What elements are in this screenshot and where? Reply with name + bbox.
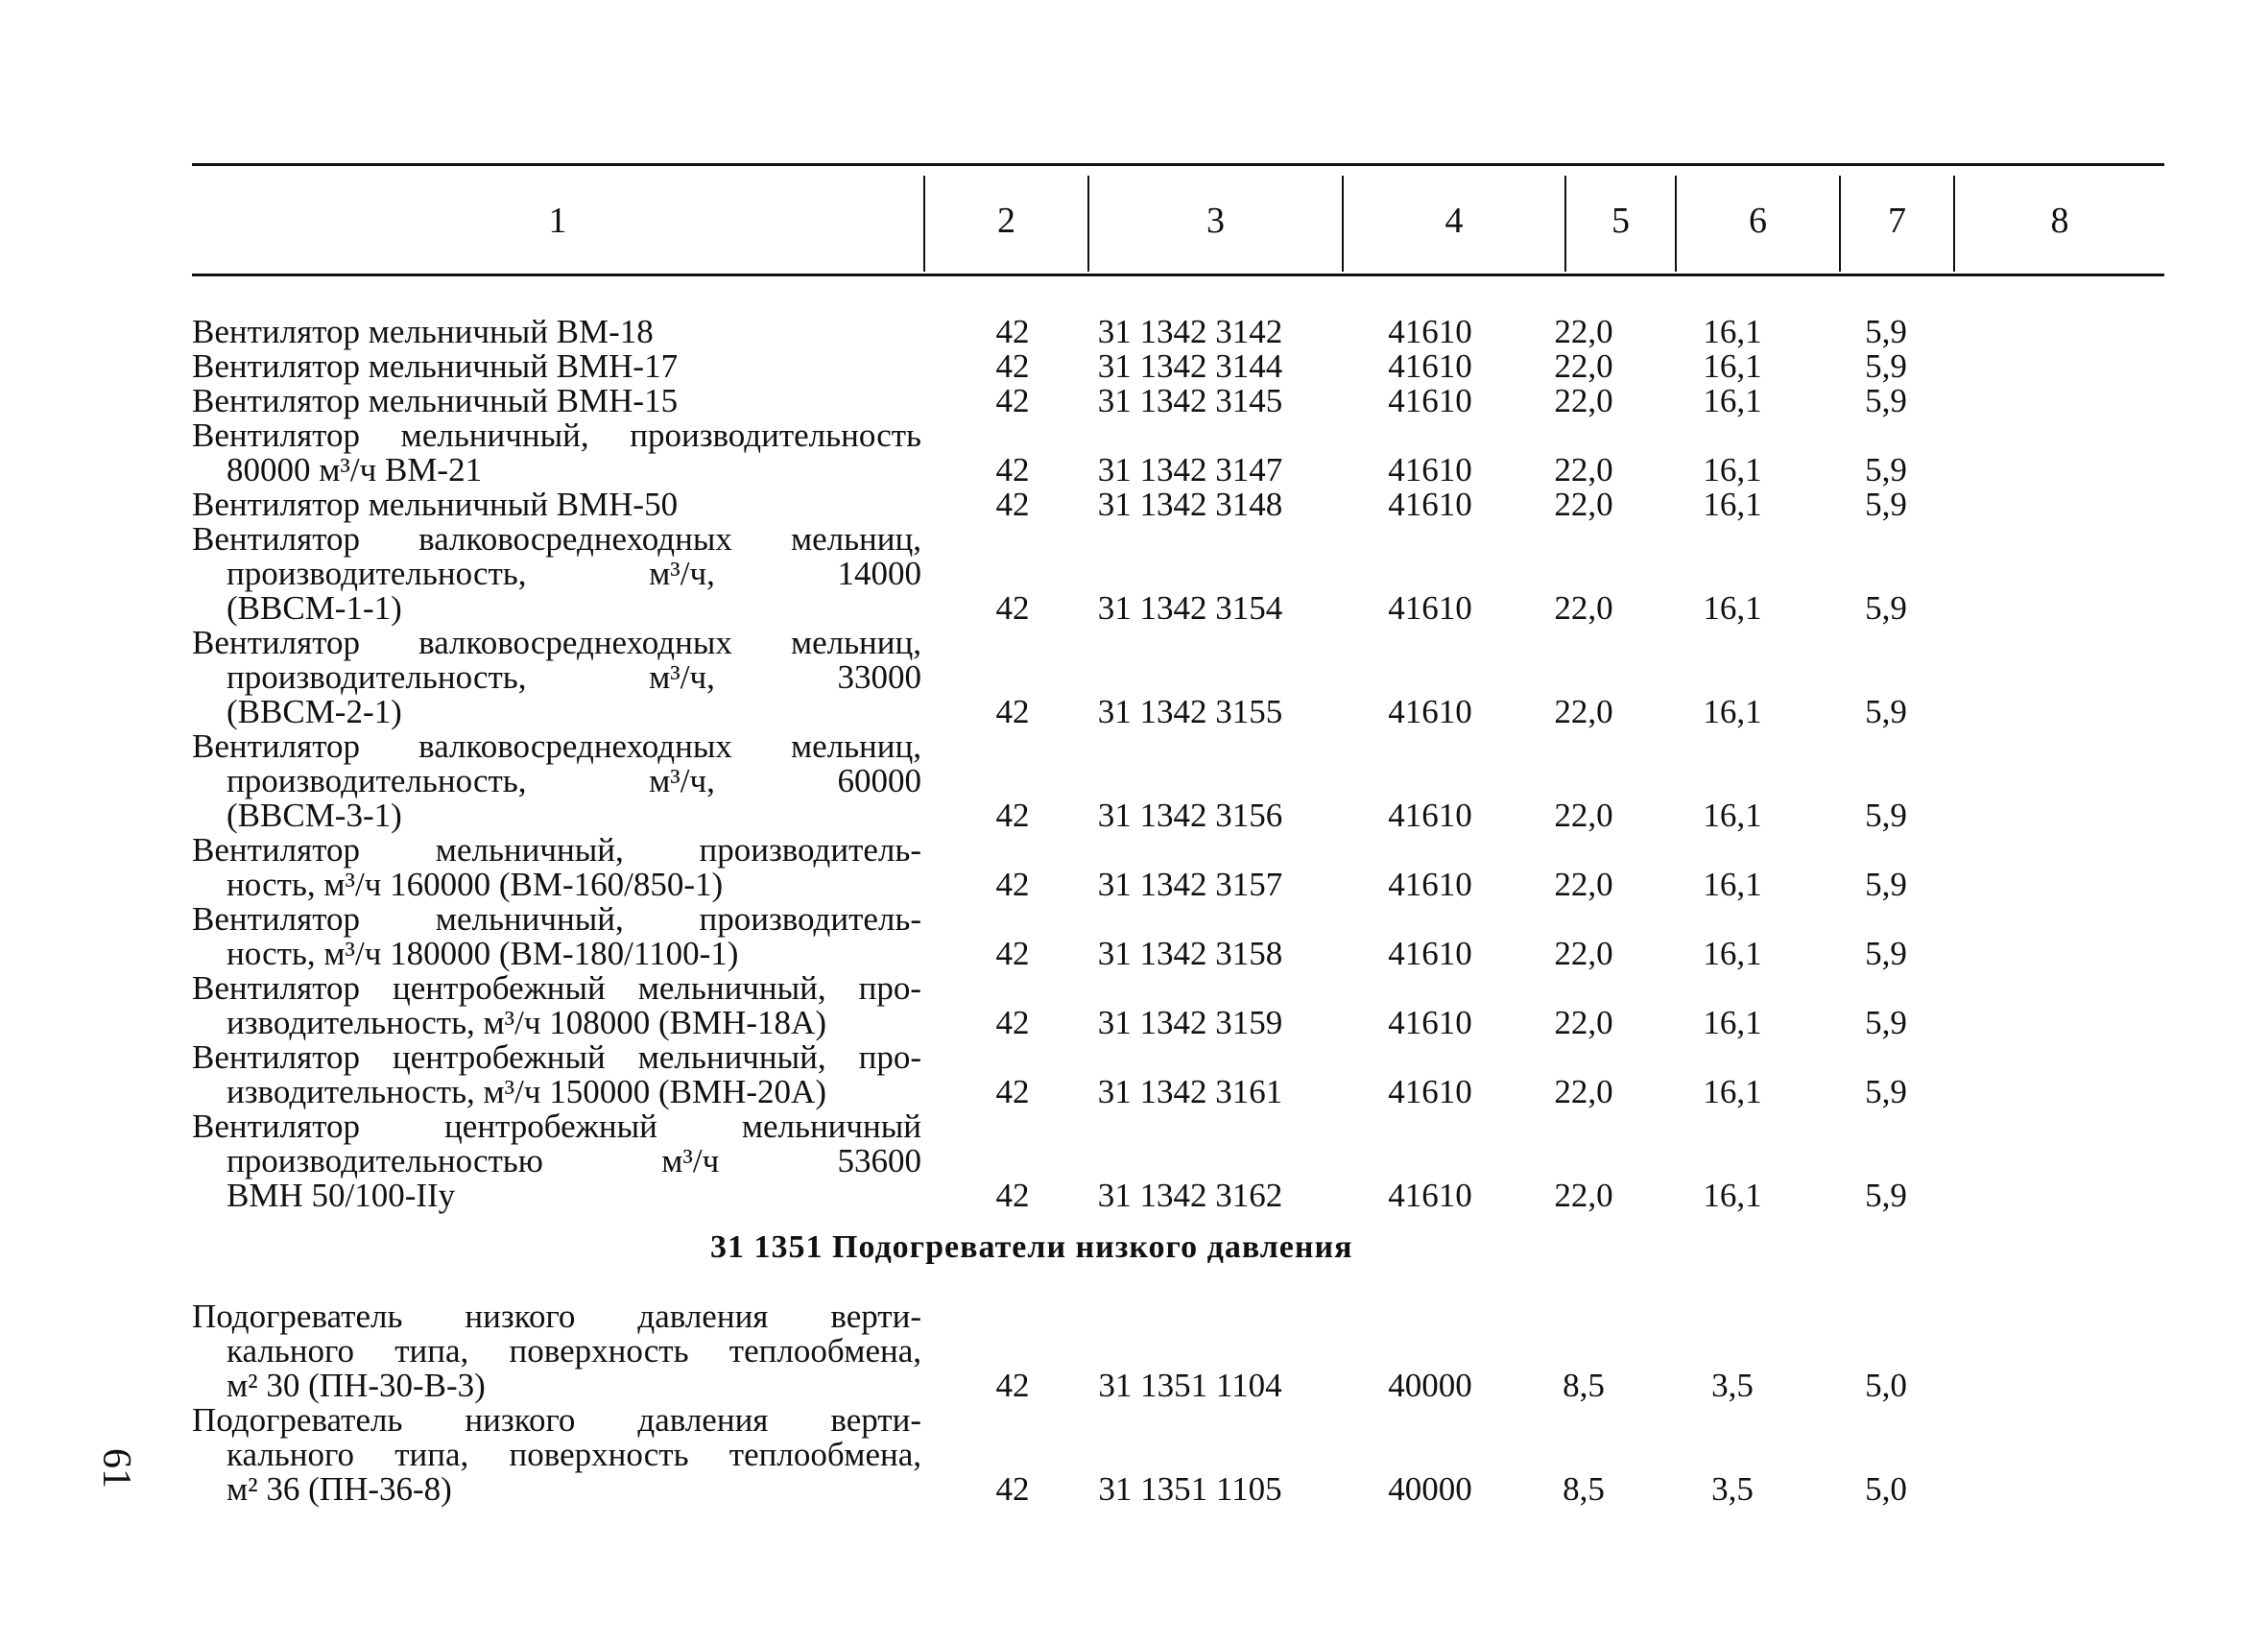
cell-c4: 41610 [1388, 313, 1472, 350]
cell-c3: 31 1342 3144 [1097, 347, 1283, 385]
cell-c6: 16,1 [1703, 797, 1762, 834]
cell-c5: 22,0 [1554, 797, 1613, 834]
cell-c5: 22,0 [1554, 866, 1613, 903]
cell-c2: 42 [995, 797, 1030, 834]
table-top-rule [192, 163, 2164, 166]
cell-c3: 31 1342 3147 [1097, 451, 1283, 488]
row-name-line: Вентилятор валковосреднеходных мельниц, [192, 624, 921, 661]
cell-c6: 16,1 [1703, 313, 1762, 350]
cell-c6: 16,1 [1703, 693, 1762, 730]
row-name [192, 522, 921, 626]
row-name [192, 833, 921, 902]
cell-c3: 31 1342 3156 [1097, 797, 1283, 834]
row-name-line: Вентилятор центробежный мельничный, про- [192, 1038, 921, 1076]
cell-c5: 22,0 [1554, 935, 1613, 972]
cell-c5: 22,0 [1554, 382, 1613, 419]
cell-c2: 42 [995, 935, 1030, 972]
cell-c3: 31 1342 3162 [1097, 1177, 1283, 1214]
cell-c7: 5,9 [1865, 347, 1907, 385]
cell-c7: 5,9 [1865, 866, 1907, 903]
cell-c6: 16,1 [1703, 1177, 1762, 1214]
cell-c7: 5,9 [1865, 797, 1907, 834]
cell-c7: 5,9 [1865, 935, 1907, 972]
row-name-line: (ВВСМ-1-1) [227, 589, 402, 627]
cell-c2: 42 [995, 1004, 1030, 1041]
cell-c6: 16,1 [1703, 589, 1762, 627]
row-name [192, 315, 921, 349]
cell-c3: 31 1342 3142 [1097, 313, 1283, 350]
cell-c2: 42 [995, 1367, 1030, 1404]
row-name-line: ВМН 50/100-IIу [227, 1177, 456, 1214]
cell-c6: 16,1 [1703, 935, 1762, 972]
cell-c2: 42 [995, 589, 1030, 627]
cell-c3: 31 1342 3161 [1097, 1073, 1283, 1110]
cell-c7: 5,9 [1865, 1073, 1907, 1110]
section-title: 31 1351 Подогреватели низкого давления [710, 1229, 1353, 1265]
cell-c4: 41610 [1388, 382, 1472, 419]
row-name-line: ность, м³/ч 160000 (ВМ-160/850-1) [227, 866, 724, 903]
cell-c3: 31 1351 1104 [1098, 1367, 1282, 1404]
cell-c2: 42 [995, 347, 1030, 385]
row-name [192, 1040, 921, 1109]
cell-c5: 22,0 [1554, 486, 1613, 523]
cell-c5: 22,0 [1554, 313, 1613, 350]
cell-c2: 42 [995, 693, 1030, 730]
row-name-line: изводительность, м³/ч 108000 (ВМН-18А) [227, 1004, 826, 1041]
row-name-line: изводительность, м³/ч 150000 (ВМН-20А) [227, 1073, 826, 1110]
cell-c3: 31 1342 3159 [1097, 1004, 1283, 1041]
row-name-line: Вентилятор мельничный, производительность [192, 417, 921, 454]
row-name-line: производительностью м³/ч 53600 [227, 1142, 921, 1179]
cell-c5: 8,5 [1563, 1367, 1605, 1404]
row-name-line: Вентилятор мельничный, производитель- [192, 831, 921, 869]
cell-c4: 40000 [1388, 1367, 1472, 1404]
row-name [192, 418, 921, 488]
row-name-line: Вентилятор мельничный ВМН-15 [192, 382, 679, 419]
cell-c4: 41610 [1388, 589, 1472, 627]
row-name-line: Подогреватель низкого давления верти- [192, 1401, 921, 1439]
row-name [192, 626, 921, 729]
row-name-line: Вентилятор валковосреднеходных мельниц, [192, 727, 921, 765]
cell-c4: 41610 [1388, 1073, 1472, 1110]
cell-c3: 31 1342 3154 [1097, 589, 1283, 627]
row-name-line: производительность, м³/ч, 14000 [227, 555, 921, 592]
row-name-line: Вентилятор мельничный ВМН-17 [192, 347, 679, 385]
row-name [192, 349, 921, 384]
cell-c3: 31 1342 3157 [1097, 866, 1283, 903]
cell-c3: 31 1342 3145 [1097, 382, 1283, 419]
row-name-line: м² 30 (ПН-30-В-3) [227, 1367, 486, 1404]
cell-c2: 42 [995, 313, 1030, 350]
cell-c6: 16,1 [1703, 866, 1762, 903]
cell-c7: 5,9 [1865, 382, 1907, 419]
cell-c6: 3,5 [1711, 1470, 1754, 1508]
cell-c2: 42 [995, 1177, 1030, 1214]
cell-c6: 16,1 [1703, 486, 1762, 523]
cell-c7: 5,9 [1865, 1177, 1907, 1214]
cell-c4: 40000 [1388, 1470, 1472, 1508]
cell-c5: 22,0 [1554, 451, 1613, 488]
cell-c5: 22,0 [1554, 589, 1613, 627]
row-name-line: кального типа, поверхность теплообмена, [227, 1332, 921, 1370]
row-name [192, 1299, 921, 1403]
row-name-line: производительность, м³/ч, 33000 [227, 658, 921, 696]
row-name-line: Вентилятор валковосреднеходных мельниц, [192, 520, 921, 558]
header-col-1: 1 [548, 201, 567, 241]
row-name-line: Вентилятор мельничный, производитель- [192, 900, 921, 938]
row-name-line: кального типа, поверхность теплообмена, [227, 1436, 921, 1473]
cell-c7: 5,9 [1865, 313, 1907, 350]
cell-c5: 8,5 [1563, 1470, 1605, 1508]
cell-c4: 41610 [1388, 451, 1472, 488]
row-name-line: Вентилятор центробежный мельничный [192, 1108, 921, 1145]
cell-c7: 5,9 [1865, 1004, 1907, 1041]
row-name-line: Подогреватель низкого давления верти- [192, 1298, 921, 1335]
cell-c7: 5,9 [1865, 486, 1907, 523]
cell-c7: 5,9 [1865, 589, 1907, 627]
cell-c4: 41610 [1388, 1177, 1472, 1214]
row-name [192, 729, 921, 833]
cell-c4: 41610 [1388, 693, 1472, 730]
cell-c7: 5,0 [1865, 1470, 1907, 1508]
row-name-line: (ВВСМ-3-1) [227, 797, 402, 834]
cell-c5: 22,0 [1554, 693, 1613, 730]
header-col-8: 8 [2050, 201, 2069, 241]
row-name-line: ность, м³/ч 180000 (ВМ-180/1100-1) [227, 935, 739, 972]
cell-c3: 31 1351 1105 [1098, 1470, 1282, 1508]
cell-c6: 3,5 [1711, 1367, 1754, 1404]
cell-c7: 5,9 [1865, 451, 1907, 488]
row-name-line: 80000 м³/ч ВМ-21 [227, 451, 483, 488]
cell-c3: 31 1342 3148 [1097, 486, 1283, 523]
cell-c4: 41610 [1388, 1004, 1472, 1041]
row-name-line: производительность, м³/ч, 60000 [227, 762, 921, 799]
row-name-line: Вентилятор мельничный ВМ-18 [192, 313, 654, 350]
header-col-6: 6 [1749, 201, 1767, 241]
cell-c7: 5,9 [1865, 693, 1907, 730]
table-header-rule [192, 274, 2164, 276]
cell-c4: 41610 [1388, 347, 1472, 385]
row-name [192, 902, 921, 971]
header-col-7: 7 [1888, 201, 1906, 241]
row-name [192, 971, 921, 1040]
row-name-line: м² 36 (ПН-36-8) [227, 1470, 452, 1508]
row-name-line: (ВВСМ-2-1) [227, 693, 402, 730]
cell-c6: 16,1 [1703, 347, 1762, 385]
cell-c3: 31 1342 3155 [1097, 693, 1283, 730]
cell-c2: 42 [995, 1470, 1030, 1508]
row-name-line: Вентилятор мельничный ВМН-50 [192, 486, 679, 523]
cell-c2: 42 [995, 451, 1030, 488]
cell-c2: 42 [995, 1073, 1030, 1110]
cell-c6: 16,1 [1703, 451, 1762, 488]
cell-c5: 22,0 [1554, 1004, 1613, 1041]
cell-c4: 41610 [1388, 866, 1472, 903]
row-name [192, 1109, 921, 1213]
cell-c2: 42 [995, 486, 1030, 523]
cell-c3: 31 1342 3158 [1097, 935, 1283, 972]
cell-c6: 16,1 [1703, 1004, 1762, 1041]
header-col-2: 2 [997, 201, 1015, 241]
cell-c2: 42 [995, 866, 1030, 903]
row-name [192, 488, 921, 522]
cell-c5: 22,0 [1554, 347, 1613, 385]
cell-c6: 16,1 [1703, 1073, 1762, 1110]
cell-c7: 5,0 [1865, 1367, 1907, 1404]
row-name [192, 384, 921, 418]
header-col-3: 3 [1206, 201, 1225, 241]
row-name [192, 1403, 921, 1507]
cell-c4: 41610 [1388, 935, 1472, 972]
row-name-line: Вентилятор центробежный мельничный, про- [192, 969, 921, 1007]
cell-c6: 16,1 [1703, 382, 1762, 419]
cell-c4: 41610 [1388, 486, 1472, 523]
cell-c4: 41610 [1388, 797, 1472, 834]
page-number: 61 [94, 1448, 138, 1489]
header-col-5: 5 [1611, 201, 1630, 241]
cell-c2: 42 [995, 382, 1030, 419]
header-col-4: 4 [1444, 201, 1464, 241]
cell-c5: 22,0 [1554, 1073, 1613, 1110]
cell-c5: 22,0 [1554, 1177, 1613, 1214]
